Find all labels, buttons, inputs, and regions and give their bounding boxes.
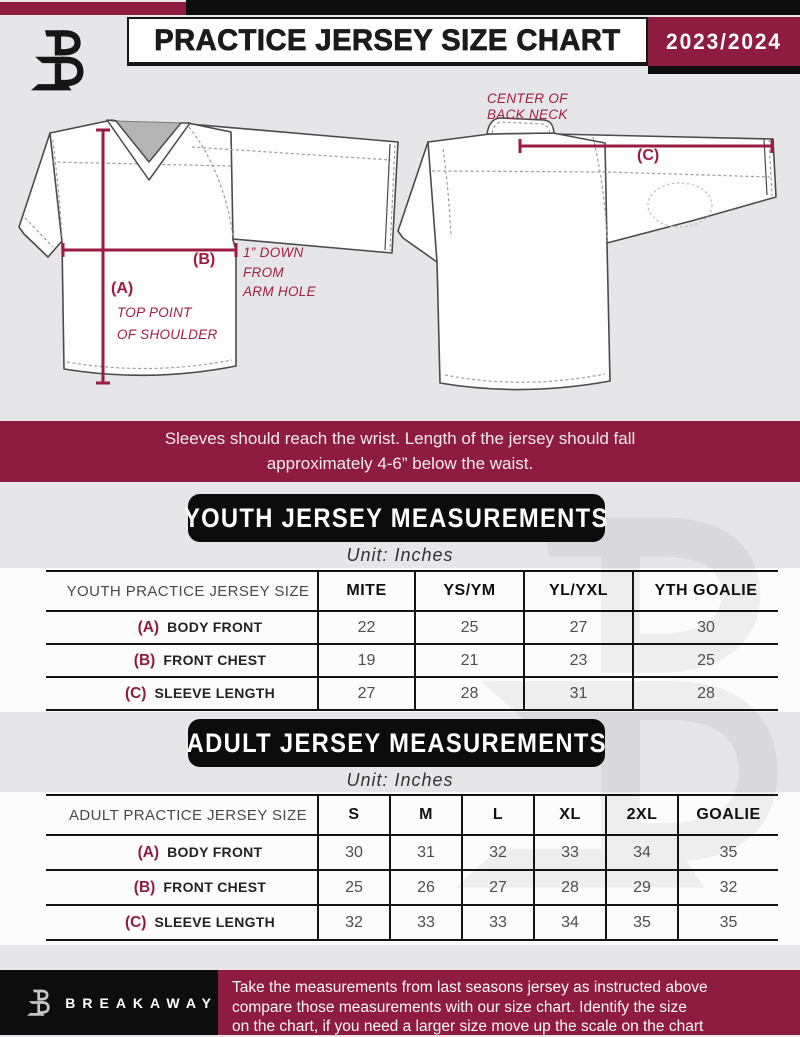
label-b: (B) — [193, 251, 216, 268]
adult-size-s: S — [318, 795, 390, 835]
adult-size-m: M — [390, 795, 462, 835]
label-a-annotation: TOP POINT OF SHOULDER — [117, 305, 218, 342]
adult-size-column-header: ADULT PRACTICE JERSEY SIZE — [69, 806, 307, 824]
breakaway-b-logo-footer-icon — [24, 984, 54, 1022]
youth-row-sleeve-length: (C) SLEEVE LENGTH 27 28 31 28 — [46, 677, 778, 710]
youth-section-banner: YOUTH JERSEY MEASUREMENTS — [188, 494, 605, 542]
back-jersey-diagram — [395, 85, 800, 415]
footer — [0, 970, 800, 1035]
youth-size-ylyxl: YL/YXL — [524, 571, 633, 611]
adult-size-table — [46, 794, 778, 941]
adult-row-front-chest: (B) FRONT CHEST 25 26 27 28 29 32 — [46, 870, 778, 905]
front-jersey-diagram — [0, 100, 410, 400]
adult-size-goalie: GOALIE — [678, 795, 778, 835]
adult-row-sleeve-length: (C) SLEEVE LENGTH 32 33 33 34 35 35 — [46, 905, 778, 940]
adult-size-xl: XL — [534, 795, 606, 835]
season-box — [648, 17, 800, 74]
page-title: PRACTICE JERSEY SIZE CHART — [154, 23, 621, 57]
youth-row-front-chest: (B) FRONT CHEST 19 21 23 25 — [46, 644, 778, 677]
fit-notice-banner — [0, 421, 800, 482]
label-b-annotation: 1” DOWN FROM ARM HOLE — [243, 245, 316, 299]
footer-brand-box — [0, 970, 218, 1035]
youth-unit-label: Unit: Inches — [346, 545, 454, 565]
youth-size-goalie: YTH GOALIE — [633, 571, 778, 611]
fit-notice-line2: approximately 4-6” below the waist. — [266, 454, 534, 473]
youth-size-table — [46, 570, 778, 711]
adult-table-header-row — [46, 795, 778, 835]
title-box — [127, 17, 648, 66]
footer-note-line2: compare those measurements with our size chart. Identify the size — [232, 998, 687, 1016]
label-a: (A) — [111, 280, 134, 297]
breakaway-b-logo-icon — [24, 26, 94, 96]
top-strip-maroon — [0, 2, 186, 15]
brand-name: BREAKAWAY — [65, 994, 218, 1011]
adult-unit-label: Unit: Inches — [346, 770, 454, 790]
adult-section-banner: ADULT JERSEY MEASUREMENTS — [188, 719, 605, 767]
youth-size-mite: MITE — [318, 571, 415, 611]
footer-note-box — [218, 970, 800, 1035]
top-strip-black — [186, 0, 800, 15]
adult-size-l: L — [462, 795, 534, 835]
youth-row-body-front: (A) BODY FRONT 22 25 27 30 — [46, 611, 778, 644]
adult-row-body-front: (A) BODY FRONT 30 31 32 33 34 35 — [46, 835, 778, 870]
footer-note-line3: on the chart, if you need a larger size move up the scale on the chart — [232, 1018, 704, 1035]
season-label: 2023/2024 — [666, 28, 782, 54]
youth-size-ysym: YS/YM — [415, 571, 524, 611]
footer-note-line1: Take the measurements from last seasons jersey as instructed above — [232, 979, 708, 996]
youth-size-column-header: YOUTH PRACTICE JERSEY SIZE — [66, 582, 310, 600]
fit-notice-line1: Sleeves should reach the wrist. Length of the jersey should fall — [164, 429, 636, 448]
adult-size-2xl: 2XL — [606, 795, 678, 835]
back-neck-annotation: CENTER OF BACK NECK — [487, 91, 568, 122]
youth-table-header-row — [46, 571, 778, 611]
label-c: (C) — [637, 147, 660, 164]
